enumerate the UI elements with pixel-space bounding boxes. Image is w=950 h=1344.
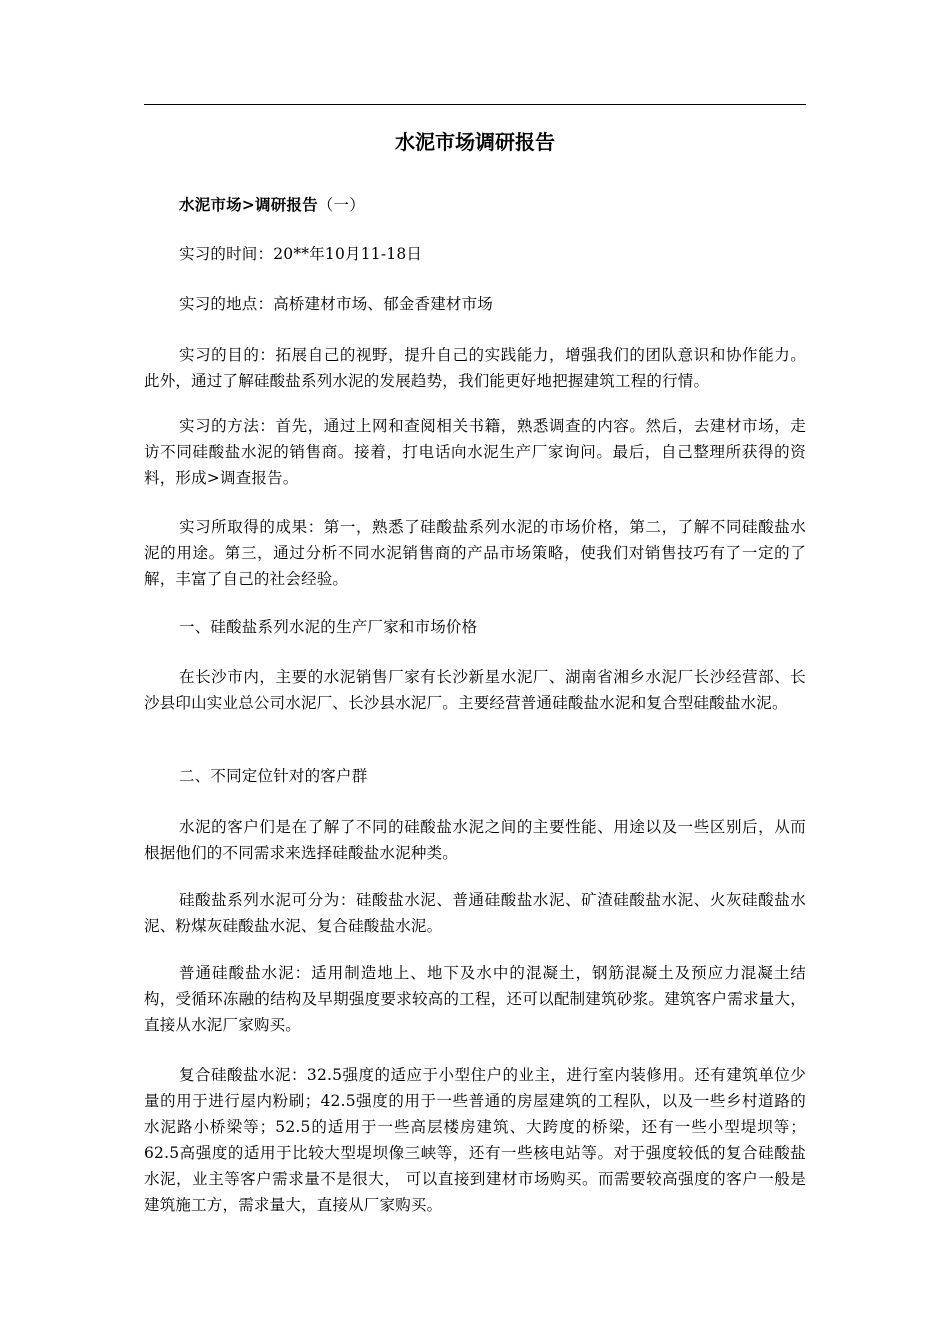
paragraph-cement-types: 硅酸盐系列水泥可分为：硅酸盐水泥、普通硅酸盐水泥、矿渣硅酸盐水泥、火灰硅酸盐水泥、粉煤灰硅酸盐水泥、复合硅酸盐水泥。 xyxy=(144,891,806,935)
header-rule xyxy=(144,104,806,105)
paragraph-method: 实习的方法：首先，通过上网和查阅相关书籍，熟悉调查的内容。然后，去建材市场，走访不同硅酸盐水泥的销售商。接着，打电话向水泥生产厂家询问。最后，自己整理所获得的资料，形成>调查报告。 xyxy=(144,417,806,487)
subtitle-suffix: （一） xyxy=(317,196,365,214)
paragraph-time: 实习的时间：20**年10月11-18日 xyxy=(179,245,423,263)
paragraph-location: 实习的地点：高桥建材市场、郁金香建材市场 xyxy=(179,295,494,313)
paragraph-composite-cement: 复合硅酸盐水泥：32.5强度的适应于小型住户的业主，进行室内装修用。还有建筑单位少量的用于进行屋内粉刷；42.5强度的用于一些普通的房屋建筑的工程队，以及一些乡村道路的水泥路小桥梁等；52.5的适用于一些高层楼房建筑、大跨度的桥梁，还有一些小型堤坝等；62.5高强度的适用于比较大型堤坝像三峡等，还有一些核电站等。对于强度较低的复合硅酸盐水泥，业主等客户需求量不是很大， 可以直接到建材市场购买。而需要较高强度的客户一般是建筑施工方，需求量大，直接从厂家购买。 xyxy=(144,1066,806,1214)
paragraph-purpose: 实习的目的：拓展自己的视野，提升自己的实践能力，增强我们的团队意识和协作能力。此外，通过了解硅酸盐系列水泥的发展趋势，我们能更好地把握建筑工程的行情。 xyxy=(144,346,806,390)
paragraph-customers: 水泥的客户们是在了解了不同的硅酸盐水泥之间的主要性能、用途以及一些区别后，从而根据他们的不同需求来选择硅酸盐水泥种类。 xyxy=(144,818,806,862)
subtitle-main: 水泥市场>调研报告 xyxy=(179,195,318,214)
paragraph-results: 实习所取得的成果：第一，熟悉了硅酸盐系列水泥的市场价格，第二，了解不同硅酸盐水泥的用途。第三，通过分析不同水泥销售商的产品市场策略，使我们对销售技巧有了一定的了解，丰富了自己的社会经验。 xyxy=(144,518,806,588)
section-heading-1: 一、硅酸盐系列水泥的生产厂家和市场价格 xyxy=(179,618,478,636)
section-heading-2: 二、不同定位针对的客户群 xyxy=(179,767,368,785)
section-subtitle xyxy=(144,192,806,218)
paragraph-ordinary-cement: 普通硅酸盐水泥：适用制造地上、地下及水中的混凝土，钢筋混凝土及预应力混凝土结构，受循环冻融的结构及早期强度要求较高的工程，还可以配制建筑砂浆。建筑客户需求量大，直接从水泥厂家购买。 xyxy=(144,964,806,1034)
paragraph-manufacturers: 在长沙市内，主要的水泥销售厂家有长沙新星水泥厂、湖南省湘乡水泥厂长沙经营部、长沙县印山实业总公司水泥厂、长沙县水泥厂。主要经营普通硅酸盐水泥和复合型硅酸盐水泥。 xyxy=(144,668,806,712)
document-title: 水泥市场调研报告 xyxy=(395,130,555,154)
